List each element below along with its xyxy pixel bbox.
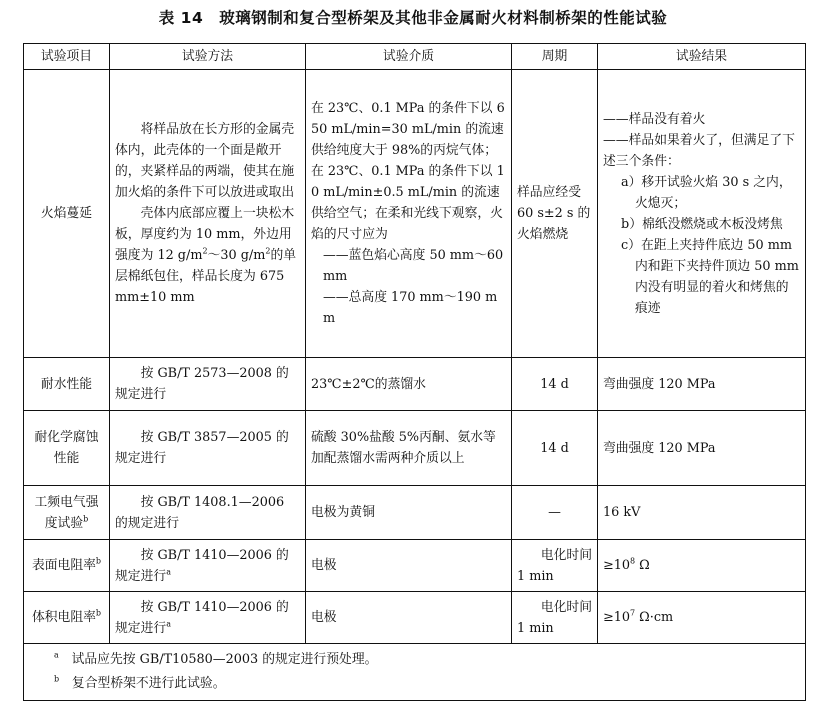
row-chemical-corrosion [24, 411, 806, 486]
flame-medium [306, 70, 512, 358]
vol-method-sup: a [166, 619, 171, 629]
header-period: 周期 [512, 44, 598, 70]
vol-item-sup: b [95, 608, 102, 618]
flame-method-p2a: 壳体内底部应覆上一块松木板，厚度约为 10 mm，外边用强度为 12 g/m [115, 206, 295, 263]
vol-method [110, 592, 306, 644]
elec-method: 按 GB/T 1408.1—2006 的规定进行 [110, 486, 306, 540]
note-a-mark: a [54, 650, 59, 660]
surf-period [512, 540, 598, 592]
vol-item [24, 592, 110, 644]
row-water-resistance [24, 358, 806, 411]
flame-medium-p1: 在 23℃、0.1 MPa 的条件下以 650 mL/min=30 mL/min 的流速供给纯度大于 98%的丙烷气体；在 23℃、0.1 MPa 的条件下以 10 mL/min±0.5 mL/min 的流速供给空气；在柔和光线下观察，火焰的尺寸应为 [311, 101, 505, 242]
flame-item: 火焰蔓延 [24, 70, 110, 358]
water-period: 14 d [512, 358, 598, 411]
surf-item-sup: b [95, 556, 102, 566]
chem-medium: 硫酸 30%盐酸 5%丙酮、氨水等加配蒸馏水需两种介质以上 [306, 411, 512, 486]
surf-period-1: 电化时间 [540, 547, 592, 563]
vol-result-unit: Ω·cm [635, 610, 674, 625]
flame-medium-p3: ——总高度 170 mm～190 mm [323, 290, 498, 326]
flame-method-p2b: ～30 g/m [207, 248, 266, 263]
surf-method [110, 540, 306, 592]
water-item: 耐水性能 [24, 358, 110, 411]
flame-result-4: b）棉纸没燃烧或木板没烤焦 [621, 216, 783, 232]
elec-period: — [512, 486, 598, 540]
vol-medium: 电极 [306, 592, 512, 644]
surf-result-unit: Ω [635, 558, 650, 573]
surf-item [24, 540, 110, 592]
row-power-frequency [24, 486, 806, 540]
surf-medium: 电极 [306, 540, 512, 592]
header-medium: 试验介质 [306, 44, 512, 70]
water-result: 弯曲强度 120 MPa [598, 358, 806, 411]
vol-result-sup: 7 [630, 608, 636, 618]
vol-result [598, 592, 806, 644]
flame-method-p2c: 的单层棉纸包住，样品长度为 675 mm±10 mm [115, 248, 297, 305]
elec-item-sup: b [83, 514, 89, 524]
header-method: 试验方法 [110, 44, 306, 70]
surf-result-text: ≥10 [603, 558, 631, 573]
note-b-text: 复合型桥架不进行此试验。 [71, 676, 226, 691]
water-medium: 23℃±2℃的蒸馏水 [306, 358, 512, 411]
note-a-text: 试品应先按 GB/T10580—2003 的规定进行预处理。 [71, 652, 378, 667]
header-item: 试验项目 [24, 44, 110, 70]
chem-item: 耐化学腐蚀性能 [24, 411, 110, 486]
flame-result-2: ——样品如果着火了，但满足了下述三个条件： [603, 132, 795, 169]
vol-method-text: 按 GB/T 1410—2006 的规定进行 [115, 599, 289, 636]
flame-medium-p2: ——蓝色焰心高度 50 mm～60 mm [323, 248, 504, 284]
vol-item-text: 体积电阻率 [31, 610, 96, 625]
header-result: 试验结果 [598, 44, 806, 70]
flame-result-1: ——样品没有着火 [603, 111, 706, 127]
chem-result: 弯曲强度 120 MPa [598, 411, 806, 486]
note-a [54, 648, 795, 672]
surf-result [598, 540, 806, 592]
note-b-mark: b [54, 674, 60, 684]
flame-result-5: c）在距上夹持件底边 50 mm 内和距下夹持件顶边 50 mm 内没有明显的着火和烤焦的痕迹 [621, 237, 799, 316]
flame-method-p1: 将样品放在长方形的金属壳体内，此壳体的一个面是敞开的，夹紧样品的两端，使其在施加火焰的条件下可以放进或取出 [115, 122, 295, 200]
flame-result [598, 70, 806, 358]
row-volume-resistivity [24, 592, 806, 644]
vol-result-text: ≥10 [603, 610, 631, 625]
elec-item-text: 工频电气强度试验 [34, 494, 99, 531]
flame-sup2: 2 [265, 246, 271, 256]
row-surface-resistivity [24, 540, 806, 592]
flame-method-p2 [115, 203, 300, 308]
vol-period-2: 1 min [517, 620, 554, 636]
note-b [54, 672, 795, 696]
vol-period [512, 592, 598, 644]
header-row [24, 44, 806, 70]
elec-item [24, 486, 110, 540]
surf-period-2: 1 min [517, 568, 554, 584]
elec-result: 16 kV [598, 486, 806, 540]
flame-result-3: a）移开试验火焰 30 s 之内，火熄灭； [621, 174, 792, 211]
flame-sup1: 2 [202, 246, 208, 256]
flame-period: 样品应经受 60 s±2 s 的火焰燃烧 [512, 70, 598, 358]
surf-method-text: 按 GB/T 1410—2006 的规定进行 [115, 547, 289, 584]
vol-period-1: 电化时间 [540, 599, 592, 615]
surf-result-sup: 8 [630, 556, 636, 566]
surf-method-sup: a [166, 567, 171, 577]
elec-medium: 电极为黄铜 [306, 486, 512, 540]
notes-cell [24, 644, 806, 701]
surf-item-text: 表面电阻率 [31, 558, 96, 573]
table-title: 表 14 玻璃钢制和复合型桥架及其他非金属耐火材料制桥架的性能试验 [158, 9, 668, 27]
chem-period: 14 d [512, 411, 598, 486]
chem-method: 按 GB/T 3857—2005 的规定进行 [110, 411, 306, 486]
notes-row [24, 644, 806, 701]
water-method: 按 GB/T 2573—2008 的规定进行 [110, 358, 306, 411]
row-flame-spread [24, 70, 806, 358]
flame-method [110, 70, 306, 358]
performance-test-table [23, 43, 806, 701]
